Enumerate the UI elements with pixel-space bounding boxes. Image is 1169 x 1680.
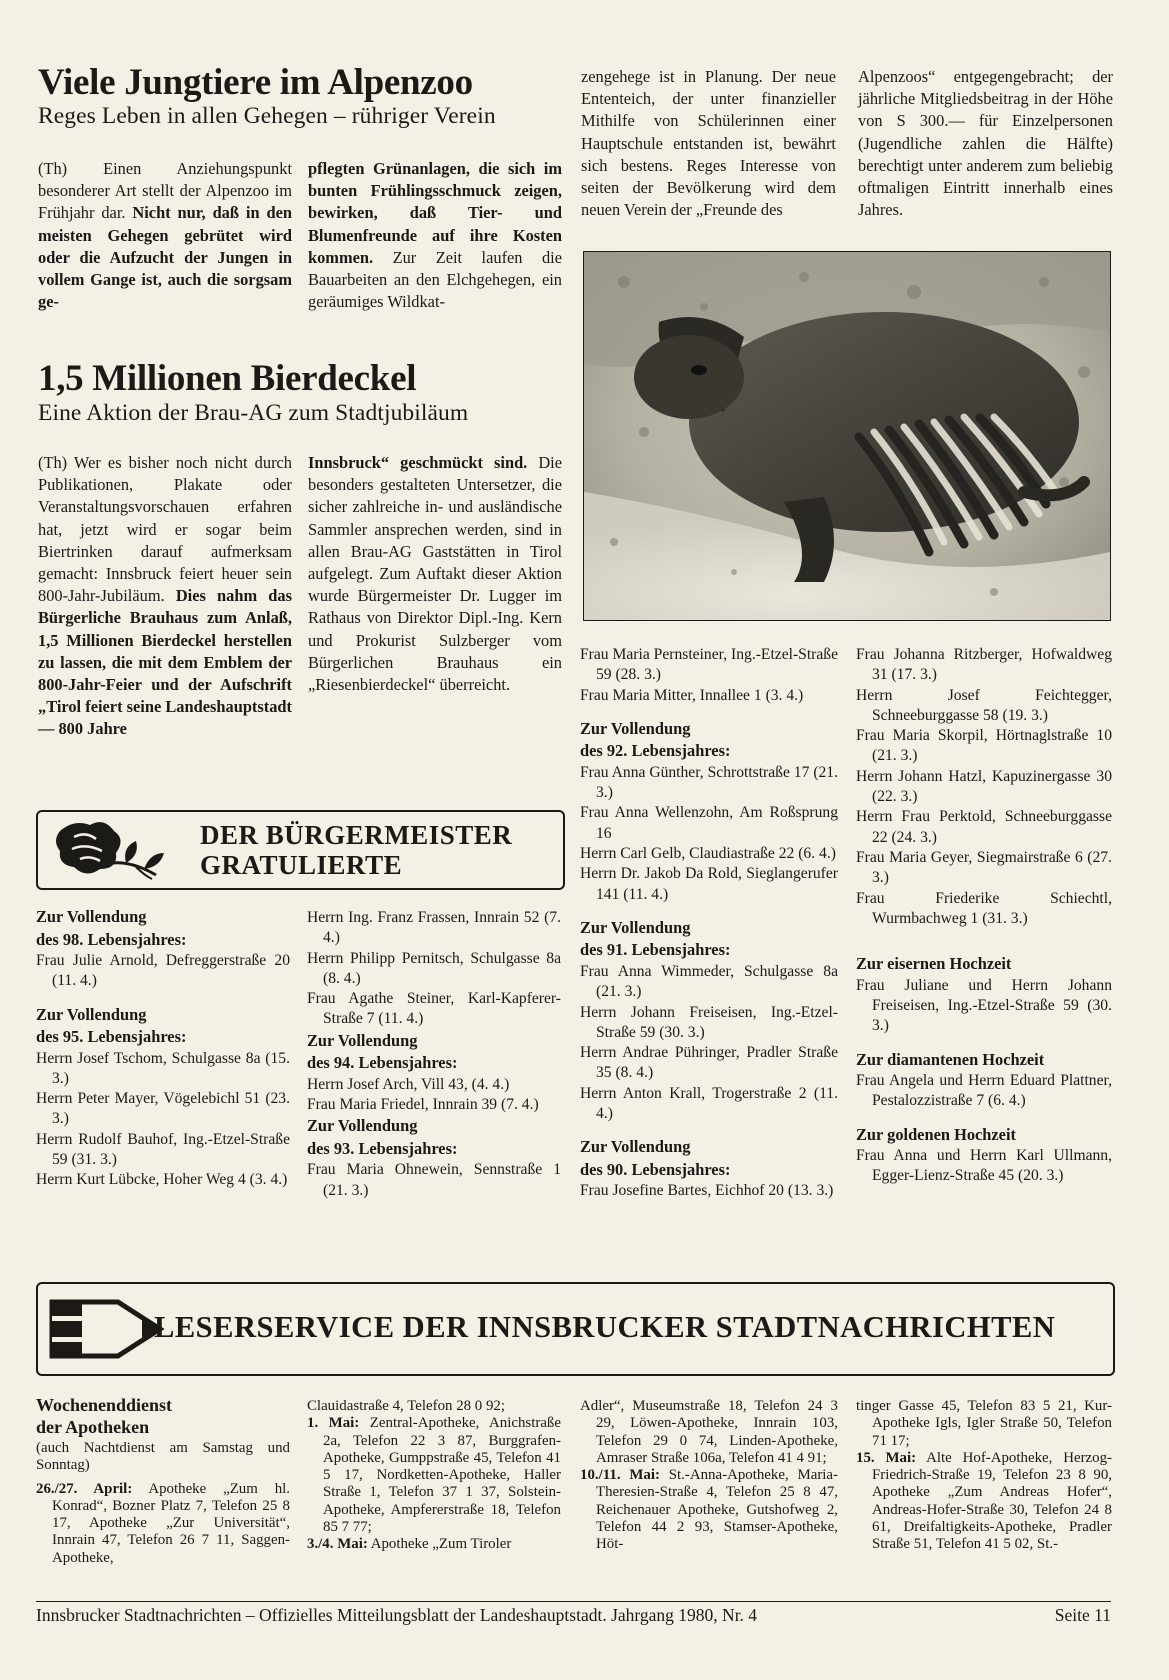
apotheken-text-1: Apotheke „Zum hl. Konrad“, Bozner Platz 7, Telefon 25 8 17, Apotheke „Zur Universität“, Innrain 47, Telefon 26 7 11, Saggen-Apotheke, xyxy=(52,1480,290,1566)
boar-photo-icon xyxy=(584,252,1110,620)
bierdeckel-column-1 xyxy=(38,452,292,741)
apotheken-entry-3 xyxy=(307,1536,561,1553)
apotheken-date-1: 26./27. April: xyxy=(36,1480,133,1497)
bierdeckel-column-2 xyxy=(308,452,562,696)
leserservice-banner xyxy=(36,1282,1115,1376)
list-item: Herrn Andrae Pühringer, Pradler Straße 35 (8. 4.) xyxy=(580,1044,838,1082)
list-item: Herrn Josef Tschom, Schulgasse 8a (15. 3.) xyxy=(36,1049,290,1087)
alpenzoo-column-1 xyxy=(38,158,292,313)
alpenzoo-column-3 xyxy=(581,66,836,221)
apotheken-entry-2 xyxy=(307,1415,561,1536)
alpenzoo-column-2 xyxy=(308,158,562,313)
banner-title-line1: DER BÜRGERMEISTER xyxy=(200,820,513,850)
apotheken-column-1 xyxy=(36,1394,290,1567)
list-item: Frau Anna Günther, Schrottstraße 17 (21. 3.) xyxy=(580,763,838,802)
list-heading: Zur Vollendung xyxy=(307,1116,418,1136)
apotheken-entry-4 xyxy=(580,1467,838,1553)
apotheken-text-5: Alte Hof-Apotheke, Herzog-Friedrich-Straße 19, Telefon 23 8 90, Apotheke „Zum Andreas Hofer“, Andreas-Hofer-Straße 30, Telefon 24 8 61, Dreifaltigkeits-Apotheke, Pradler Straße 51, Telefon 41 5 02, St.- xyxy=(872,1449,1112,1553)
list-item: Frau Angela und Herrn Eduard Plattner, Pestalozzistraße 7 (6. 4.) xyxy=(856,1072,1112,1110)
list-heading: Zur Vollendung xyxy=(307,1030,418,1050)
apotheken-heading-1: Wochenenddienst xyxy=(36,1395,173,1415)
list-spacer xyxy=(856,1037,1112,1049)
list-heading: Zur Vollendung xyxy=(580,917,691,937)
apotheken-pre-4: tinger Gasse 45, Telefon 83 5 21, Kur-Apotheke Igls, Igler Straße 50, Telefon 71 17; xyxy=(856,1398,1112,1449)
list-item: Herrn Josef Feichtegger, Schneeburggasse 58 (19. 3.) xyxy=(856,686,1112,724)
list-heading: Zur eisernen Hochzeit xyxy=(856,954,1012,974)
apotheken-pre-3: Adler“, Museumstraße 18, Telefon 24 3 29, Löwen-Apotheke, Innrain 103, Telefon 29 0 74, Linden-Apotheke, Amraser Straße 106a, Telefon 41 4 91; xyxy=(580,1398,838,1466)
list-item: Frau Friederike Schiechtl, Wurmbachweg 1 (31. 3.) xyxy=(856,889,1112,927)
alpenzoo-text-2b: Zur Zeit laufen die Bauarbeiten an den Elchgehegen, ein geräumiges Wildkat- xyxy=(308,247,562,312)
list-item: Herrn Carl Gelb, Claudiastraße 22 (6. 4.) xyxy=(580,845,836,863)
list-item: Herrn Josef Arch, Vill 43, (4. 4.) xyxy=(307,1075,510,1093)
apotheken-date-2: 1. Mai: xyxy=(307,1415,360,1432)
list-spacer xyxy=(580,905,838,917)
subheadline-bierdeckel: Eine Aktion der Brau-AG zum Stadtjubiläum xyxy=(38,400,469,426)
alpenzoo-text-1a: (Th) Einen Anziehungspunkt besonderer Art stellt der Alpenzoo im Frühjahr dar. xyxy=(38,159,292,223)
alpenzoo-text-1b: Nicht nur, daß in den meisten Gehegen gebrütet wird oder die Aufzucht der Jungen in vollem Gange ist, auch die sorgsam ge- xyxy=(38,203,292,312)
alpenzoo-text-2a: pflegten Grünanlagen, die sich im bunten Frühlingsschmuck zeigen, bewirken, daß Tier- und Blumenfreunde auf ihre Kosten kommen. xyxy=(308,159,562,267)
list-item: Herrn Johann Freiseisen, Ing.-Etzel-Straße 59 (30. 3.) xyxy=(580,1003,838,1041)
list-heading: des 92. Lebensjahres: xyxy=(580,741,731,761)
alpenzoo-text-3: zengehege ist in Planung. Der neue Ententeich, der unter finanzieller Mithilfe von Schülerinnen einer Hauptschule entstanden ist, bewährt sich bestens. Reges Interesse von seiten der Bevölkerung wird dem neuen Verein der „Freunde des xyxy=(581,67,836,220)
list-item: Frau Maria Geyer, Siegmairstraße 6 (27. 3.) xyxy=(856,848,1112,887)
list-heading: Zur Vollendung xyxy=(36,1004,147,1024)
list-item: Frau Johanna Ritzberger, Hofwaldweg 31 (17. 3.) xyxy=(856,646,1112,684)
list-item: Herrn Peter Mayer, Vögelebichl 51 (23. 3.) xyxy=(36,1090,290,1128)
gratulation-column-2 xyxy=(307,908,561,1201)
banner-title-line2: GRATULIERTE xyxy=(200,850,403,880)
list-heading: des 93. Lebensjahres: xyxy=(307,1138,458,1158)
list-item: Herrn Rudolf Bauhof, Ing.-Etzel-Straße 59 (31. 3.) xyxy=(36,1130,290,1169)
list-item: Frau Anna und Herrn Karl Ullmann, Egger-Lienz-Straße 45 (20. 3.) xyxy=(856,1147,1112,1185)
list-spacer xyxy=(856,929,1112,941)
bierdeckel-text-2b: Die besonders gestalteten Untersetzer, die sicher zahlreiche in- und ausländische Sammler ansprechen werden, sind in allen Brau-AG Gaststätten in Tirol aufgelegt. Zum Auftakt dieser Aktion wurde Bürgermeister Dr. Lugger im Rathaus von Direktor Dipl.-Ing. Kern und Prokurist Sulzberger vom Bürgerlichen Brauhaus ein „Riesenbierdeckel“ überreicht. xyxy=(308,453,562,695)
list-item: Frau Anna Wimmeder, Schulgasse 8a (21. 3.) xyxy=(580,962,838,1001)
gratulation-banner xyxy=(36,810,565,890)
list-heading: Zur Vollendung xyxy=(36,907,147,926)
apotheken-entry-5 xyxy=(856,1450,1112,1554)
subheadline-alpenzoo: Reges Leben in allen Gehegen – rühriger Verein xyxy=(38,103,496,129)
alpenzoo-column-4 xyxy=(858,66,1113,221)
apotheken-date-3: 3./4. Mai: xyxy=(307,1536,368,1553)
list-heading: des 94. Lebensjahres: xyxy=(307,1053,458,1073)
headline-bierdeckel: 1,5 Millionen Bierdeckel xyxy=(38,358,417,399)
gratulation-column-3 xyxy=(580,645,838,1202)
bierdeckel-text-2a: Innsbruck“ geschmückt sind. xyxy=(308,453,528,472)
apotheken-text-4: St.-Anna-Apotheke, Maria-Theresien-Straße 4, Telefon 25 8 47, Reichenauer Apotheke, Gutshofweg 2, Telefon 44 2 93, Stamser-Apotheke, Höt- xyxy=(596,1467,838,1553)
list-heading: Zur goldenen Hochzeit xyxy=(856,1124,1016,1144)
leserservice-title: LESERSERVICE DER INNSBRUCKER STADTNACHRICHTEN xyxy=(154,1310,1056,1344)
list-item: Herrn Johann Hatzl, Kapuzinergasse 30 (22. 3.) xyxy=(856,767,1112,806)
footer-rule xyxy=(36,1601,1111,1602)
gratulation-column-4 xyxy=(856,645,1112,1187)
list-item: Herrn Kurt Lübcke, Hoher Weg 4 (3. 4.) xyxy=(36,1171,288,1189)
list-spacer xyxy=(580,1124,838,1136)
list-item: Herrn Frau Perktold, Schneeburggasse 22 (24. 3.) xyxy=(856,808,1112,846)
apotheken-note: (auch Nachtdienst am Samstag und Sonntag) xyxy=(36,1440,290,1474)
apotheken-column-4 xyxy=(856,1398,1112,1554)
list-heading: Zur Vollendung xyxy=(580,1137,691,1157)
apotheken-date-4: 10./11. Mai: xyxy=(580,1467,660,1484)
list-item: Frau Maria Skorpil, Hörtnaglstraße 10 (21. 3.) xyxy=(856,727,1112,765)
list-spacer xyxy=(36,992,290,1004)
list-heading: Zur Vollendung xyxy=(580,718,691,738)
list-item: Frau Maria Pernsteiner, Ing.-Etzel-Straße 59 (28. 3.) xyxy=(580,646,838,684)
apotheken-heading-2: der Apotheken xyxy=(36,1417,150,1437)
list-item: Herrn Philipp Pernitsch, Schulgasse 8a (8. 4.) xyxy=(307,949,561,987)
apotheken-column-3 xyxy=(580,1398,838,1554)
bierdeckel-text-1b: Dies nahm das Bürgerliche Brauhaus zum Anlaß, 1,5 Millionen Bierdeckel herstellen zu lassen, die mit dem Emblem der 800-Jahr-Feier und der Aufschrift „Tirol feiert seine Landeshauptstadt — 800 Jahre xyxy=(38,586,292,739)
apotheken-pre-2: Clauidastraße 4, Telefon 28 0 92; xyxy=(307,1398,506,1414)
list-item: Frau Maria Friedel, Innrain 39 (7. 4.) xyxy=(307,1096,539,1114)
list-item: Frau Josefine Bartes, Eichhof 20 (13. 3.) xyxy=(580,1182,834,1200)
pencil-logo-icon xyxy=(48,1298,168,1360)
apotheken-column-2 xyxy=(307,1398,561,1554)
apotheken-entry-1 xyxy=(36,1481,290,1567)
apotheken-date-5: 15. Mai: xyxy=(856,1449,917,1466)
list-item: Frau Julie Arnold, Defreggerstraße 20 (11. 4.) xyxy=(36,952,290,990)
list-item: Frau Maria Ohnewein, Sennstraße 1 (21. 3.) xyxy=(307,1161,561,1199)
list-spacer xyxy=(856,1112,1112,1124)
apotheken-text-2: Zentral-Apotheke, Anichstraße 2a, Telefon 22 3 87, Burggrafen-Apotheke, Gumppstraße 45, Telefon 41 5 17, Nordketten-Apotheke, Haller Straße 1, Telefon 37 1 37, Solstein-Apotheke, Ampfererstraße 18, Telefon 85 7 77; xyxy=(323,1415,561,1536)
list-item: Frau Maria Mitter, Innallee 1 (3. 4.) xyxy=(580,686,804,704)
list-heading: Zur diamantenen Hochzeit xyxy=(856,1049,1045,1069)
list-item: Herrn Dr. Jakob Da Rold, Sieglangerufer 141 (11. 4.) xyxy=(580,865,838,903)
boar-photo xyxy=(583,251,1111,621)
list-item: Herrn Anton Krall, Trogerstraße 2 (11. 4.) xyxy=(580,1084,838,1123)
list-spacer xyxy=(580,706,838,718)
list-item: Frau Juliane und Herrn Johann Freiseisen, Ing.-Etzel-Straße 59 (30. 3.) xyxy=(856,976,1112,1035)
list-spacer xyxy=(856,941,1112,953)
footer-page-number: Seite 11 xyxy=(1054,1605,1111,1625)
list-item: Herrn Ing. Franz Frassen, Innrain 52 (7. 4.) xyxy=(307,909,561,947)
rose-icon xyxy=(52,817,172,883)
list-heading: des 90. Lebensjahres: xyxy=(580,1159,731,1179)
footer-publication: Innsbrucker Stadtnachrichten – Offizielles Mitteilungsblatt der Landeshauptstadt. Jahrgang 1980, Nr. 4 xyxy=(36,1605,758,1625)
alpenzoo-text-4: Alpenzoos“ entgegengebracht; der jährliche Mitgliedsbeitrag in der Höhe von S 300.— für Einzelpersonen (Jugendliche zahlen die Hälfte) berechtigt unter anderem zum beliebig oftmaligen Eintritt innerhalb eines Jahres. xyxy=(858,67,1113,220)
list-item: Frau Anna Wellenzohn, Am Roßsprung 16 xyxy=(580,804,838,842)
list-heading: des 95. Lebensjahres: xyxy=(36,1027,187,1047)
apotheken-text-3: Apotheke „Zum Tiroler xyxy=(367,1536,512,1553)
list-heading: des 98. Lebensjahres: xyxy=(36,929,187,949)
headline-alpenzoo: Viele Jungtiere im Alpenzoo xyxy=(38,62,473,103)
list-item: Frau Agathe Steiner, Karl-Kapferer-Straße 7 (11. 4.) xyxy=(307,990,561,1028)
gratulation-column-1 xyxy=(36,906,290,1191)
bierdeckel-text-1a: (Th) Wer es bisher noch nicht durch Publikationen, Plakate oder Veranstaltungsvorschauen erfahren hat, jetzt wird er sogar beim Biertrinken darauf aufmerksam gemacht: Innsbruck feiert heuer sein 800-Jahr-Jubiläum. xyxy=(38,453,292,606)
list-heading: des 91. Lebensjahres: xyxy=(580,940,731,960)
